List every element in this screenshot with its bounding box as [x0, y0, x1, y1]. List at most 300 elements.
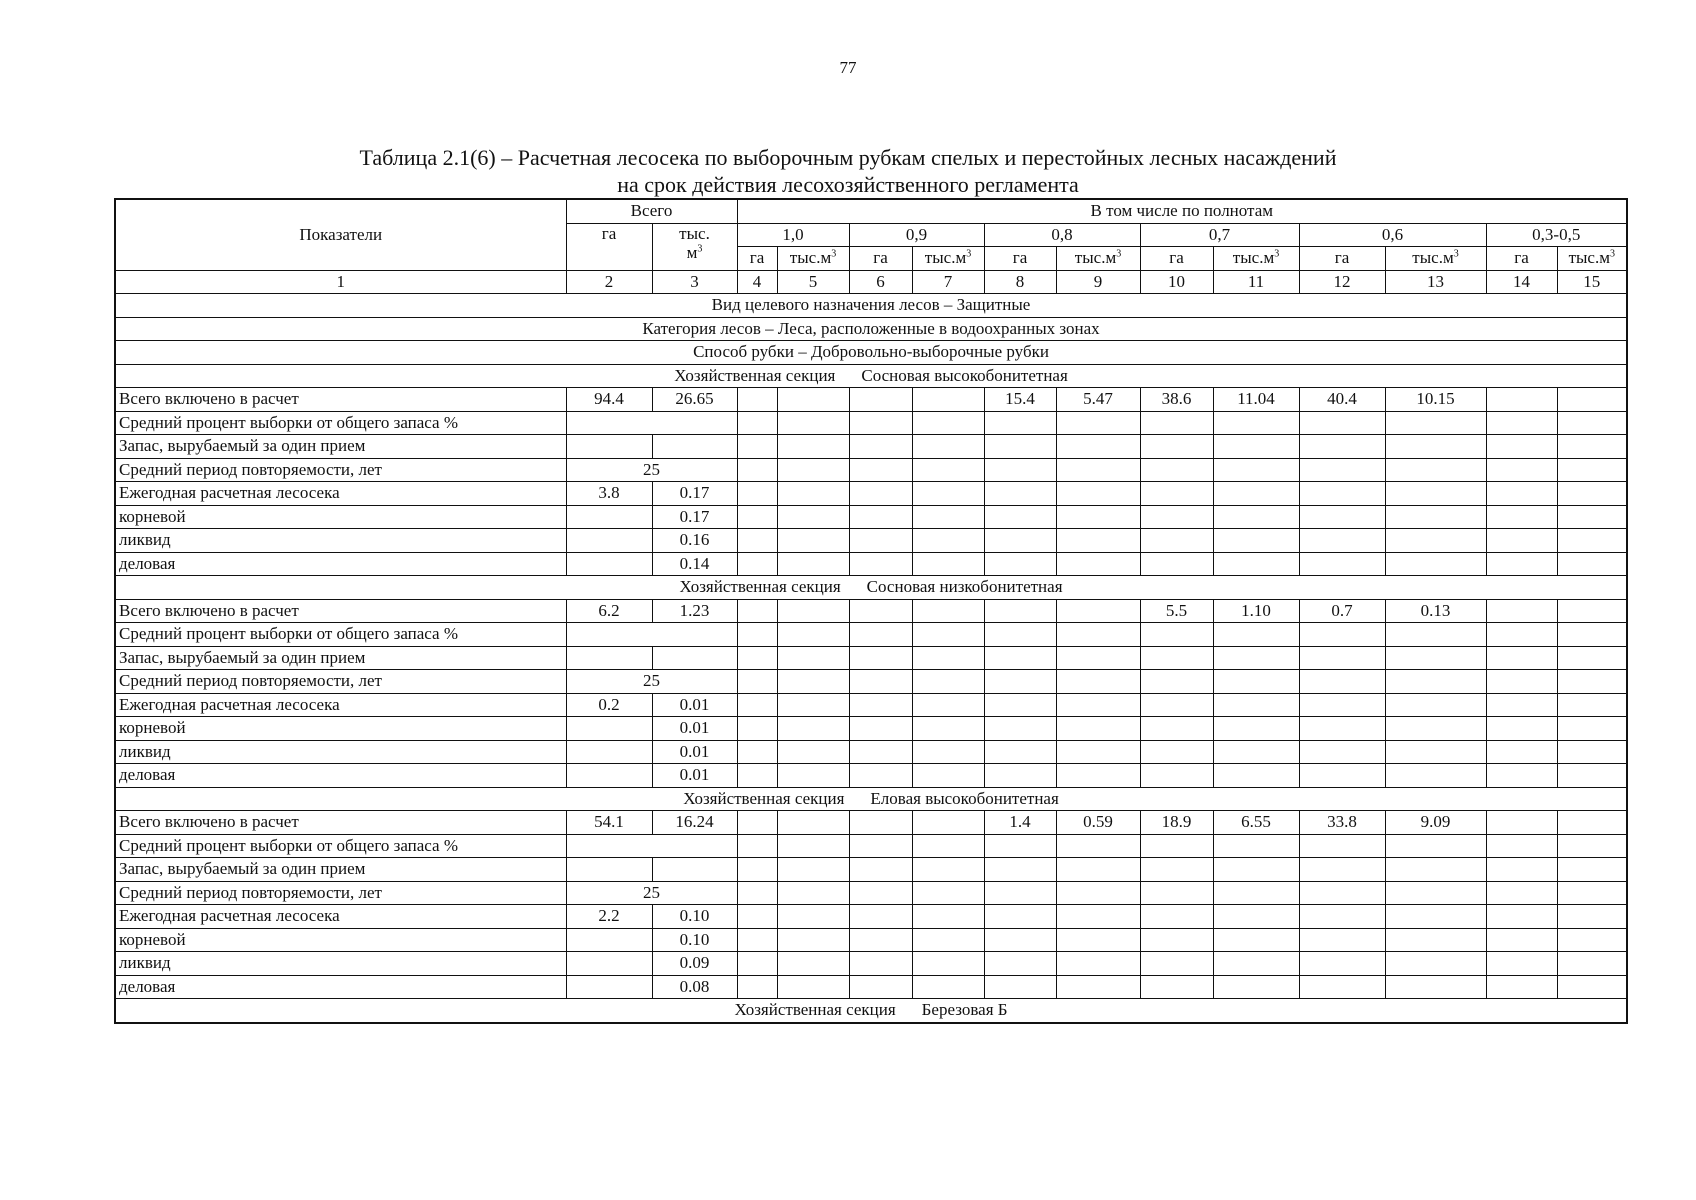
empty-cell [737, 623, 777, 647]
empty-cell [566, 529, 652, 553]
empty-cell [849, 623, 912, 647]
empty-cell [912, 670, 984, 694]
empty-cell [737, 458, 777, 482]
empty-cell [1385, 482, 1486, 506]
table-row [115, 693, 1627, 717]
unit-ha: га [1140, 247, 1213, 271]
row-label: Всего включено в расчет [115, 599, 566, 623]
empty-cell [1299, 529, 1385, 553]
table-row [115, 928, 1627, 952]
empty-cell [984, 905, 1056, 929]
empty-cell [777, 411, 849, 435]
empty-cell [1486, 834, 1557, 858]
value-cell [849, 599, 912, 623]
empty-cell [912, 858, 984, 882]
empty-cell [984, 529, 1056, 553]
empty-cell [912, 458, 984, 482]
empty-cell [777, 717, 849, 741]
value-cell [566, 411, 737, 435]
empty-cell [1557, 858, 1627, 882]
empty-cell [1140, 975, 1213, 999]
empty-cell [1486, 646, 1557, 670]
empty-cell [652, 435, 737, 459]
empty-cell [737, 482, 777, 506]
value-cell: 0.01 [652, 764, 737, 788]
value-cell [566, 834, 737, 858]
section-label: Хозяйственная секция [734, 1000, 896, 1020]
empty-cell [1056, 928, 1140, 952]
row-label: Средний процент выборки от общего запаса % [115, 623, 566, 647]
empty-cell [1213, 764, 1299, 788]
value-cell: 0.16 [652, 529, 737, 553]
empty-cell [912, 881, 984, 905]
empty-cell [1557, 693, 1627, 717]
value-cell: 11.04 [1213, 388, 1299, 412]
unit-volume: $тыс.м^3$ [1213, 247, 1299, 271]
table-header [115, 199, 1627, 270]
period-value: 25 [566, 670, 737, 694]
empty-cell [1213, 670, 1299, 694]
empty-cell [1140, 764, 1213, 788]
section-banner [115, 576, 1627, 600]
empty-cell [1140, 834, 1213, 858]
allowable-cut-table [114, 198, 1628, 1024]
row-label: корневой [115, 717, 566, 741]
empty-cell [1486, 905, 1557, 929]
row-label: корневой [115, 505, 566, 529]
empty-cell [849, 905, 912, 929]
empty-cell [566, 858, 652, 882]
section-banner-row [115, 364, 1627, 388]
header-density-4: 0,7 [1140, 223, 1299, 247]
value-cell: 5.47 [1056, 388, 1140, 412]
column-number: 1 [115, 270, 566, 294]
empty-cell [1213, 975, 1299, 999]
empty-cell [566, 552, 652, 576]
empty-cell [1486, 740, 1557, 764]
value-cell [849, 811, 912, 835]
column-number: 7 [912, 270, 984, 294]
column-numbers-row [115, 270, 1627, 294]
value-cell [1557, 599, 1627, 623]
empty-cell [777, 881, 849, 905]
empty-cell [566, 646, 652, 670]
empty-cell [1213, 623, 1299, 647]
header-total: Всего [566, 199, 737, 223]
row-label: Средний процент выборки от общего запаса % [115, 834, 566, 858]
empty-cell [1299, 740, 1385, 764]
column-number: 13 [1385, 270, 1486, 294]
value-cell: 33.8 [1299, 811, 1385, 835]
empty-cell [737, 717, 777, 741]
empty-cell [1299, 646, 1385, 670]
value-cell: 15.4 [984, 388, 1056, 412]
empty-cell [777, 952, 849, 976]
empty-cell [1557, 482, 1627, 506]
row-label: корневой [115, 928, 566, 952]
value-cell: 40.4 [1299, 388, 1385, 412]
value-cell: 0.10 [652, 905, 737, 929]
empty-cell [737, 529, 777, 553]
empty-cell [1056, 905, 1140, 929]
value-cell: 1.4 [984, 811, 1056, 835]
empty-cell [1385, 952, 1486, 976]
empty-cell [984, 552, 1056, 576]
row-label: ликвид [115, 952, 566, 976]
empty-cell [777, 435, 849, 459]
empty-cell [984, 505, 1056, 529]
header-density-5: 0,6 [1299, 223, 1486, 247]
table-row [115, 552, 1627, 576]
unit-ha: га [1299, 247, 1385, 271]
empty-cell [984, 975, 1056, 999]
empty-cell [1299, 458, 1385, 482]
empty-cell [849, 858, 912, 882]
empty-cell [777, 975, 849, 999]
empty-cell [777, 693, 849, 717]
section-label: Хозяйственная секция [674, 365, 836, 385]
column-number: 6 [849, 270, 912, 294]
empty-cell [566, 764, 652, 788]
empty-cell [737, 505, 777, 529]
empty-cell [1056, 670, 1140, 694]
row-label: Запас, вырубаемый за один прием [115, 646, 566, 670]
empty-cell [849, 411, 912, 435]
table-row [115, 458, 1627, 482]
empty-cell [1557, 764, 1627, 788]
value-cell [777, 388, 849, 412]
empty-cell [1299, 928, 1385, 952]
empty-cell [1557, 905, 1627, 929]
column-number: 4 [737, 270, 777, 294]
section-banner [115, 999, 1627, 1023]
empty-cell [1140, 905, 1213, 929]
table-row [115, 670, 1627, 694]
empty-cell [912, 435, 984, 459]
section-banner-row [115, 999, 1627, 1023]
empty-cell [912, 482, 984, 506]
empty-cell [1486, 458, 1557, 482]
empty-cell [777, 505, 849, 529]
row-label: деловая [115, 764, 566, 788]
value-cell: 6.55 [1213, 811, 1299, 835]
empty-cell [912, 505, 984, 529]
empty-cell [737, 764, 777, 788]
empty-cell [777, 646, 849, 670]
empty-cell [777, 670, 849, 694]
empty-cell [1140, 482, 1213, 506]
empty-cell [1557, 623, 1627, 647]
empty-cell [652, 646, 737, 670]
empty-cell [849, 928, 912, 952]
empty-cell [737, 928, 777, 952]
unit-volume: $тыс.м^3$ [777, 247, 849, 271]
table-row [115, 975, 1627, 999]
column-number: 3 [652, 270, 737, 294]
row-label: Всего включено в расчет [115, 811, 566, 835]
value-cell [1557, 388, 1627, 412]
empty-cell [566, 505, 652, 529]
empty-cell [737, 975, 777, 999]
empty-cell [1486, 623, 1557, 647]
empty-cell [849, 975, 912, 999]
header-density-3: 0,8 [984, 223, 1140, 247]
section-label: Хозяйственная секция [683, 788, 845, 808]
table-row [115, 858, 1627, 882]
empty-cell [1299, 952, 1385, 976]
header-by-density: В том числе по полнотам [737, 199, 1627, 223]
empty-cell [912, 740, 984, 764]
empty-cell [737, 552, 777, 576]
empty-cell [1056, 693, 1140, 717]
empty-cell [737, 905, 777, 929]
empty-cell [1213, 529, 1299, 553]
empty-cell [1213, 717, 1299, 741]
empty-cell [1056, 881, 1140, 905]
value-cell: 1.23 [652, 599, 737, 623]
empty-cell [984, 764, 1056, 788]
empty-cell [1056, 411, 1140, 435]
value-cell: 16.24 [652, 811, 737, 835]
row-label: Средний период повторяемости, лет [115, 458, 566, 482]
empty-cell [1056, 834, 1140, 858]
empty-cell [1557, 458, 1627, 482]
value-cell: 94.4 [566, 388, 652, 412]
empty-cell [1299, 881, 1385, 905]
empty-cell [1385, 740, 1486, 764]
unit-ha: га [1486, 247, 1557, 271]
section-banner-row [115, 787, 1627, 811]
empty-cell [1557, 670, 1627, 694]
empty-cell [777, 623, 849, 647]
table-row [115, 529, 1627, 553]
empty-cell [777, 482, 849, 506]
value-cell: 6.2 [566, 599, 652, 623]
empty-cell [1486, 435, 1557, 459]
value-cell: 54.1 [566, 811, 652, 835]
empty-cell [777, 529, 849, 553]
table-row [115, 411, 1627, 435]
row-label: деловая [115, 552, 566, 576]
row-label: ликвид [115, 529, 566, 553]
empty-cell [1557, 552, 1627, 576]
empty-cell [984, 623, 1056, 647]
empty-cell [1056, 482, 1140, 506]
table-row [115, 764, 1627, 788]
empty-cell [1140, 435, 1213, 459]
table-row [115, 646, 1627, 670]
empty-cell [1385, 411, 1486, 435]
value-cell: 0.13 [1385, 599, 1486, 623]
table-row [115, 388, 1627, 412]
empty-cell [912, 834, 984, 858]
empty-cell [1385, 505, 1486, 529]
section-name: Сосновая высокобонитетная [861, 365, 1068, 385]
empty-cell [1056, 646, 1140, 670]
empty-cell [1140, 646, 1213, 670]
empty-cell [777, 858, 849, 882]
empty-cell [1486, 505, 1557, 529]
value-cell: 0.7 [1299, 599, 1385, 623]
empty-cell [1056, 717, 1140, 741]
empty-cell [777, 905, 849, 929]
value-cell [849, 388, 912, 412]
column-number: 15 [1557, 270, 1627, 294]
empty-cell [1385, 858, 1486, 882]
empty-cell [849, 740, 912, 764]
header-density-1: 1,0 [737, 223, 849, 247]
empty-cell [1385, 646, 1486, 670]
period-value: 25 [566, 458, 737, 482]
empty-cell [1557, 975, 1627, 999]
value-cell [737, 811, 777, 835]
method-banner: Способ рубки – Добровольно-выборочные рубки [115, 341, 1627, 365]
section-label: Хозяйственная секция [679, 577, 841, 597]
empty-cell [1385, 905, 1486, 929]
table-row [115, 905, 1627, 929]
empty-cell [912, 764, 984, 788]
empty-cell [1486, 529, 1557, 553]
empty-cell [849, 552, 912, 576]
empty-cell [912, 905, 984, 929]
empty-cell [984, 881, 1056, 905]
empty-cell [737, 952, 777, 976]
table-row [115, 834, 1627, 858]
unit-volume: $тыс.м^3$ [1557, 247, 1627, 271]
empty-cell [849, 717, 912, 741]
empty-cell [1299, 905, 1385, 929]
empty-cell [1486, 928, 1557, 952]
empty-cell [1140, 505, 1213, 529]
period-value: 25 [566, 881, 737, 905]
value-cell: 0.2 [566, 693, 652, 717]
table-title-line1: Таблица 2.1(6) – Расчетная лесосека по выборочным рубкам спелых и перестойных лесных насаждений [359, 145, 1337, 170]
empty-cell [566, 952, 652, 976]
empty-cell [912, 975, 984, 999]
section-banner [115, 787, 1627, 811]
value-cell: 2.2 [566, 905, 652, 929]
empty-cell [1213, 881, 1299, 905]
empty-cell [984, 858, 1056, 882]
row-label: Запас, вырубаемый за один прием [115, 435, 566, 459]
empty-cell [849, 482, 912, 506]
empty-cell [737, 435, 777, 459]
row-label: Средний период повторяемости, лет [115, 670, 566, 694]
empty-cell [912, 952, 984, 976]
empty-cell [1299, 975, 1385, 999]
empty-cell [1213, 552, 1299, 576]
value-cell: 3.8 [566, 482, 652, 506]
empty-cell [984, 411, 1056, 435]
empty-cell [1140, 693, 1213, 717]
empty-cell [1140, 717, 1213, 741]
value-cell [912, 811, 984, 835]
empty-cell [1056, 975, 1140, 999]
empty-cell [737, 858, 777, 882]
empty-cell [1213, 435, 1299, 459]
section-name: Березовая Б [921, 1000, 1008, 1020]
empty-cell [1213, 411, 1299, 435]
section-name: Сосновая низкобонитетная [866, 577, 1063, 597]
unit-volume: $тыс.м^3$ [1385, 247, 1486, 271]
empty-cell [1486, 411, 1557, 435]
value-cell: 0.01 [652, 693, 737, 717]
value-cell [1486, 388, 1557, 412]
value-cell [566, 623, 737, 647]
empty-cell [652, 858, 737, 882]
value-cell: 0.10 [652, 928, 737, 952]
empty-cell [1140, 952, 1213, 976]
category-banner: Категория лесов – Леса, расположенные в водоохранных зонах [115, 317, 1627, 341]
empty-cell [984, 482, 1056, 506]
empty-cell [737, 411, 777, 435]
value-cell [1486, 599, 1557, 623]
header-total-ha: га [566, 223, 652, 270]
empty-cell [1557, 928, 1627, 952]
empty-cell [984, 717, 1056, 741]
banners [115, 294, 1627, 365]
empty-cell [912, 529, 984, 553]
empty-cell [1486, 693, 1557, 717]
empty-cell [1385, 552, 1486, 576]
empty-cell [1557, 435, 1627, 459]
header-indicators: Показатели [115, 199, 566, 270]
table-row [115, 623, 1627, 647]
empty-cell [912, 646, 984, 670]
empty-cell [1140, 458, 1213, 482]
empty-cell [1385, 435, 1486, 459]
empty-cell [849, 458, 912, 482]
empty-cell [1299, 717, 1385, 741]
empty-cell [1056, 740, 1140, 764]
empty-cell [849, 881, 912, 905]
row-label: Ежегодная расчетная лесосека [115, 482, 566, 506]
empty-cell [1299, 623, 1385, 647]
empty-cell [1140, 411, 1213, 435]
empty-cell [984, 693, 1056, 717]
empty-cell [984, 740, 1056, 764]
empty-cell [1486, 670, 1557, 694]
section-name: Еловая высокобонитетная [870, 788, 1059, 808]
empty-cell [777, 552, 849, 576]
empty-cell [1299, 411, 1385, 435]
header-total-volume: тыс. $м^3$ [652, 223, 737, 270]
unit-ha: га [737, 247, 777, 271]
section-banner-row [115, 576, 1627, 600]
empty-cell [1385, 834, 1486, 858]
empty-cell [1056, 764, 1140, 788]
empty-cell [1056, 435, 1140, 459]
value-cell: 0.17 [652, 482, 737, 506]
table-row [115, 717, 1627, 741]
empty-cell [1213, 858, 1299, 882]
empty-cell [912, 552, 984, 576]
value-cell: 0.09 [652, 952, 737, 976]
empty-cell [1299, 670, 1385, 694]
empty-cell [566, 928, 652, 952]
empty-cell [1140, 623, 1213, 647]
empty-cell [1486, 717, 1557, 741]
value-cell [777, 811, 849, 835]
unit-volume: $тыс.м^3$ [1056, 247, 1140, 271]
empty-cell [1557, 740, 1627, 764]
empty-cell [912, 717, 984, 741]
empty-cell [849, 764, 912, 788]
empty-cell [1299, 505, 1385, 529]
empty-cell [1385, 529, 1486, 553]
table-row [115, 881, 1627, 905]
empty-cell [737, 881, 777, 905]
